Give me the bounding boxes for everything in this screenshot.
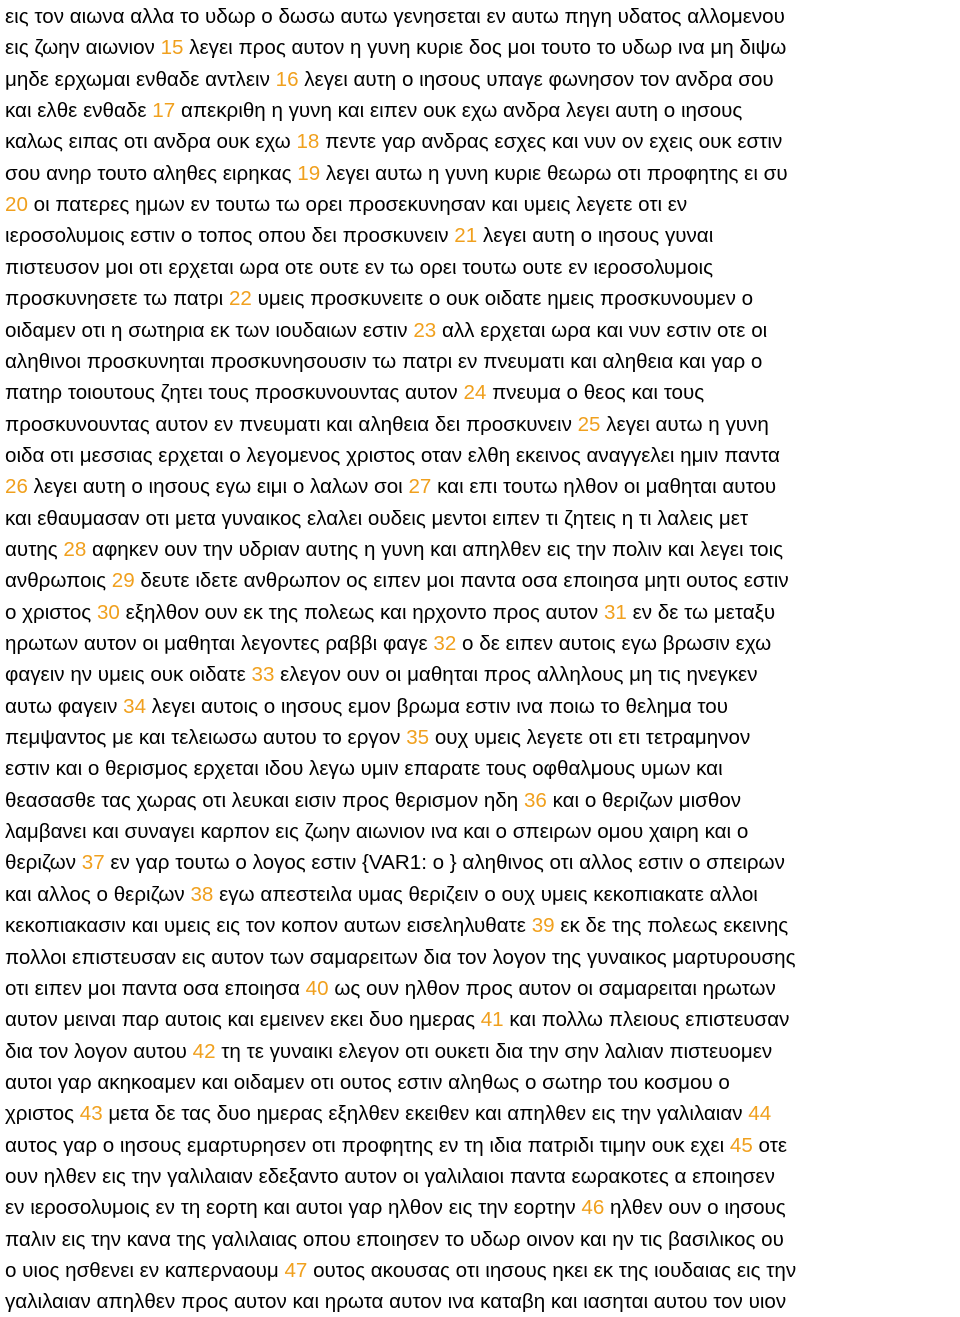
- text-line: [5, 471, 776, 502]
- verse-text: λεγει αυτη ο ιησους γυναι: [477, 224, 714, 248]
- verse-text: πολλοι επιστευσαν εις αυτον των σαμαρειτων δια τον λογον της γυναικος μαρτυρουσης: [5, 945, 796, 969]
- verse-number: 17: [152, 99, 176, 123]
- verse-number: 45: [729, 1133, 753, 1157]
- verse-text: εκ δε της πολεως εκεινης: [554, 914, 789, 938]
- verse-number: 28: [63, 537, 87, 561]
- verse-text: εν δε τω μεταξυ: [626, 600, 776, 624]
- verse-text: θεασασθε τας χωρας οτι λευκαι εισιν προς θερισμον ηδη: [5, 788, 524, 812]
- verse-number: 16: [275, 67, 299, 91]
- verse-text: ο χριστος: [5, 600, 97, 624]
- text-line: [5, 220, 713, 251]
- verse-text: φαγειν ην υμεις ουκ οιδατε: [5, 663, 252, 687]
- verse-number: 39: [531, 914, 555, 938]
- verse-text: λεγει αυτω η γυνη: [600, 412, 769, 436]
- verse-text: εν γαρ τουτω ο λογος εστιν {VAR1: ο } αληθινος οτι αλλος εστιν ο σπειρων: [104, 851, 785, 875]
- verse-number: 18: [296, 130, 320, 154]
- verse-text: οιδα οτι μεσσιας ερχεται ο λεγομενος χριστος οταν ελθη εκεινος αναγγελει ημιν παντα: [5, 443, 780, 467]
- text-line: [5, 1224, 784, 1255]
- verse-text: γαλιλαιαν απηλθεν προς αυτον και ηρωτα αυτον ινα καταβη και ιασηται αυτου τον υιον: [5, 1290, 787, 1314]
- text-line: [5, 628, 771, 659]
- verse-text: αυτω φαγειν: [5, 694, 124, 718]
- text-line: [5, 126, 782, 157]
- verse-text: λαμβανει και συναγει καρπον εις ζωην αιωνιον ινα και ο σπειρων ομου χαιρη και ο: [5, 820, 749, 844]
- text-line: [5, 1067, 730, 1098]
- text-line: [5, 565, 789, 596]
- text-line: [5, 189, 687, 220]
- verse-text: πνευμα ο θεος και τους: [486, 381, 705, 405]
- verse-text: μηδε ερχωμαι ενθαδε αντλειν: [5, 67, 276, 91]
- verse-text: αφηκεν ουν την υδριαν αυτης η γυνη και απηλθεν εις την πολιν και λεγει τοις: [86, 537, 784, 561]
- verse-text: ο δε ειπεν αυτοις εγω βρωσιν εχω: [456, 632, 772, 655]
- text-line: [5, 252, 713, 283]
- verse-number: 23: [413, 318, 437, 342]
- text-line: [5, 158, 788, 189]
- verse-text: και επι τουτω ηλθον οι μαθηται αυτου: [431, 475, 777, 499]
- verse-number: 31: [603, 600, 627, 624]
- verse-text: παλιν εις την κανα της γαλιλαιας οπου εποιησεν το υδωρ οινον και ην τις βασιλικος ου: [5, 1227, 784, 1251]
- verse-text: αυτοι γαρ ακηκοαμεν και οιδαμεν οτι ουτος εστιν αληθως ο σωτηρ του κοσμου ο: [5, 1070, 730, 1094]
- verse-number: 47: [284, 1259, 308, 1282]
- verse-number: 40: [305, 976, 329, 1000]
- text-line: [5, 534, 783, 565]
- verse-number: 44: [748, 1102, 772, 1126]
- verse-number: 46: [581, 1196, 605, 1220]
- verse-text: πιστευσον μοι οτι ερχεται ωρα οτε ουτε εν τω ορει τουτω ουτε εν ιεροσολυμοις: [5, 255, 713, 279]
- text-line: [5, 1004, 789, 1035]
- verse-text: οιδαμεν οτι η σωτηρια εκ των ιουδαιων εστιν: [5, 318, 414, 342]
- verse-number: 38: [190, 882, 214, 906]
- verse-text: ουχ υμεις λεγετε οτι ετι τετραμηνον: [429, 726, 751, 750]
- text-line: [5, 910, 788, 941]
- verse-number: 24: [463, 381, 487, 405]
- verse-text: εξηλθον ουν εκ της πολεως και ηρχοντο προς αυτον: [119, 600, 604, 624]
- verse-text: και πολλω πλειους επιστευσαν: [503, 1008, 790, 1032]
- verse-text: αυτον μειναι παρ αυτοις και εμεινεν εκει δυο ημερας: [5, 1008, 481, 1032]
- text-line: [5, 973, 776, 1004]
- verse-number: 27: [408, 475, 432, 499]
- verse-text: ιεροσολυμοις εστιν ο τοπος οπου δει προσκυνειν: [5, 224, 455, 248]
- verse-number: 19: [297, 161, 321, 185]
- verse-text: θεριζων: [5, 851, 82, 875]
- verse-text: λεγει αυτοις ο ιησους εμον βρωμα εστιν ινα ποιω το θελημα του: [146, 694, 728, 718]
- verse-text: καλως ειπας οτι ανδρα ουκ εχω: [5, 130, 297, 154]
- verse-text: οι πατερες ημων εν τουτω τω ορει προσεκυνησαν και υμεις λεγετε οτι εν: [27, 193, 688, 217]
- verse-text: εν ιεροσολυμοις εν τη εορτη και αυτοι γαρ ηλθον εις την εορτην: [5, 1196, 582, 1220]
- text-line: [5, 942, 796, 973]
- text-line: [5, 346, 762, 377]
- verse-text: ανθρωποις: [5, 569, 112, 593]
- text-line: [5, 1130, 787, 1161]
- text-line: [5, 753, 723, 784]
- verse-text: λεγει αυτη ο ιησους υπαγε φωνησον τον ανδρα σου: [298, 67, 774, 91]
- verse-text: πεμψαντος με και τελειωσω αυτου το εργον: [5, 726, 407, 750]
- verse-text: αλλ ερχεται ωρα και νυν εστιν οτε οι: [436, 318, 768, 342]
- verse-number: 15: [160, 36, 184, 60]
- verse-text: και ελθε ενθαδε: [5, 99, 153, 123]
- text-line: [5, 503, 748, 534]
- verse-text: δευτε ιδετε ανθρωπον ος ειπεν μοι παντα οσα εποιησα μητι ουτος εστιν: [134, 569, 789, 593]
- text-line: [5, 691, 728, 722]
- text-line: [5, 722, 750, 753]
- verse-number: 30: [96, 600, 120, 624]
- text-line: [5, 1, 785, 32]
- verse-text: οτι ειπεν μοι παντα οσα εποιησα: [5, 976, 306, 1000]
- verse-text: απεκριθη η γυνη και ειπεν ουκ εχω ανδρα λεγει αυτη ο ιησους: [175, 99, 743, 123]
- verse-text: δια τον λογον αυτου: [5, 1039, 193, 1063]
- text-line: [5, 95, 742, 126]
- verse-text: κεκοπιακασιν και υμεις εις τον κοπον αυτων εισεληλυθατε: [5, 914, 532, 938]
- verse-text: αυτης: [5, 537, 64, 561]
- verse-text: ηλθεν ουν ο ιησους: [604, 1196, 786, 1220]
- text-line: [5, 879, 758, 910]
- text-line: [5, 1192, 786, 1223]
- verse-text: προσκυνησετε τω πατρι: [5, 287, 229, 311]
- verse-text: ως ουν ηλθον προς αυτον οι σαμαρειται ηρωτων: [328, 976, 776, 1000]
- verse-number: 37: [81, 851, 105, 875]
- verse-text: οτε: [752, 1133, 788, 1157]
- text-line: [5, 1161, 775, 1192]
- text-line: [5, 409, 769, 440]
- verse-number: 34: [123, 694, 147, 718]
- text-line: [5, 816, 748, 847]
- verse-text: και ο θεριζων μισθον: [546, 788, 742, 812]
- text-line: [5, 597, 775, 628]
- verse-text: ηρωτων αυτον οι μαθηται λεγοντες ραββι φαγε: [5, 632, 434, 655]
- verse-text: λεγει προς αυτον η γυνη κυριε δος μοι τουτο το υδωρ ινα μη διψω: [183, 36, 787, 60]
- text-line: [5, 1286, 786, 1317]
- verse-text: τη τε γυναικι ελεγον οτι ουκετι δια την σην λαλιαν πιστευομεν: [215, 1039, 773, 1063]
- text-line: [5, 785, 741, 816]
- verse-text: υμεις προσκυνειτε ο ουκ οιδατε ημεις προσκυνουμεν ο: [251, 287, 754, 311]
- verse-number: 25: [577, 412, 601, 436]
- verse-number: 32: [433, 632, 457, 655]
- verse-text: εις τον αιωνα αλλα το υδωρ ο δωσω αυτω γενησεται εν αυτω πηγη υδατος αλλομενου: [5, 5, 785, 28]
- verse-text: πατηρ τοιουτους ζητει τους προσκυνουντας αυτον: [5, 381, 464, 405]
- verse-text: προσκυνουντας αυτον εν πνευματι και αληθεια δει προσκυνειν: [5, 412, 578, 436]
- verse-number: 36: [523, 788, 547, 812]
- verse-number: 35: [406, 726, 430, 750]
- text-line: [5, 847, 785, 878]
- verse-text: εστιν και ο θερισμος ερχεται ιδου λεγω υμιν επαρατε τους οφθαλμους υμων και: [5, 757, 723, 781]
- verse-text: χριστος: [5, 1102, 80, 1126]
- verse-text: εγω απεστειλα υμας θεριζειν ο ουχ υμεις κεκοπιακατε αλλοι: [213, 882, 758, 906]
- verse-text: αληθινοι προσκυνηται προσκυνησουσιν τω πατρι εν πνευματι και αληθεια και γαρ ο: [5, 349, 763, 373]
- verse-text: ο υιος ησθενει εν καπερναουμ: [5, 1259, 285, 1282]
- verse-number: 21: [454, 224, 478, 248]
- verse-text: λεγει αυτη ο ιησους εγω ειμι ο λαλων σοι: [27, 475, 409, 499]
- verse-number: 43: [79, 1102, 103, 1126]
- text-line: [5, 315, 767, 346]
- text-line: [5, 659, 758, 690]
- verse-text: μετα δε τας δυο ημερας εξηλθεν εκειθεν και απηλθεν εις την γαλιλαιαν: [102, 1102, 749, 1126]
- text-line: [5, 377, 704, 408]
- text-line: [5, 32, 786, 63]
- verse-number: 26: [5, 475, 28, 499]
- verse-text: πεντε γαρ ανδρας εσχες και νυν ον εχεις ουκ εστιν: [319, 130, 783, 154]
- text-line: [5, 64, 774, 95]
- verse-text: ουτος ακουσας οτι ιησους ηκει εκ της ιουδαιας εις την: [307, 1259, 797, 1282]
- verse-number: 29: [111, 569, 135, 593]
- text-line: [5, 1036, 772, 1067]
- verse-number: 22: [228, 287, 252, 311]
- verse-text: και αλλος ο θεριζων: [5, 882, 191, 906]
- verse-text: ουν ηλθεν εις την γαλιλαιαν εδεξαντο αυτον οι γαλιλαιοι παντα εωρακοτες α εποιησεν: [5, 1164, 775, 1188]
- verse-number: 33: [251, 663, 275, 687]
- text-line: [5, 440, 780, 471]
- verse-text: ελεγον ουν οι μαθηται προς αλληλους μη τις ηνεγκεν: [274, 663, 758, 687]
- verse-number: 41: [480, 1008, 504, 1032]
- verse-text: εις ζωην αιωνιον: [5, 36, 161, 60]
- text-line: [5, 283, 753, 314]
- verse-text: αυτος γαρ ο ιησους εμαρτυρησεν οτι προφητης εν τη ιδια πατριδι τιμην ουκ εχει: [5, 1133, 730, 1157]
- verse-number: 20: [5, 193, 28, 217]
- text-line: [5, 1255, 796, 1286]
- verse-text: λεγει αυτω η γυνη κυριε θεωρω οτι προφητης ει συ: [320, 161, 788, 185]
- verse-text: σου ανηρ τουτο αληθες ειρηκας: [5, 161, 298, 185]
- text-line: [5, 1098, 771, 1129]
- verse-number: 42: [192, 1039, 216, 1063]
- verse-text: και εθαυμασαν οτι μετα γυναικος ελαλει ουδεις μεντοι ειπεν τι ζητεις η τι λαλεις μετ: [5, 506, 749, 530]
